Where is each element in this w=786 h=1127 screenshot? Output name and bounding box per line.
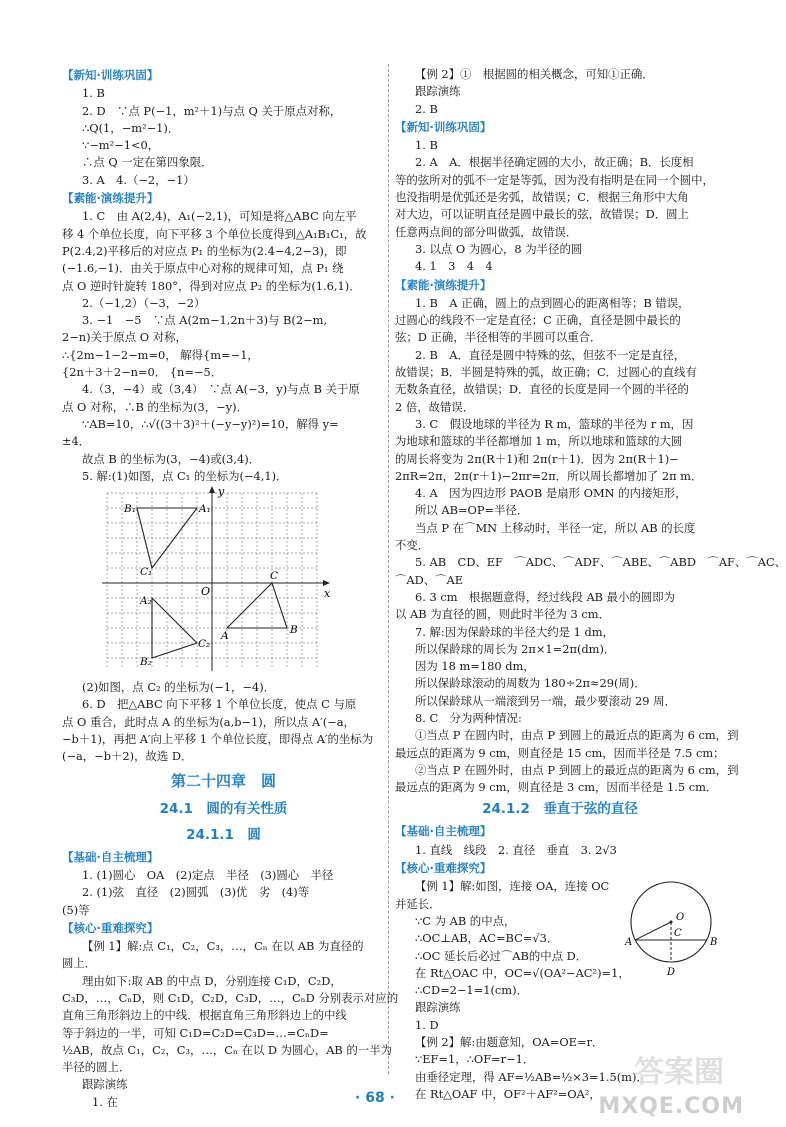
label-c1: C₁ [140,566,153,579]
page-number-value: 68 [365,1090,385,1106]
answer-line: 7. 解:因为保龄球的半径大约是 1 dm， [415,624,614,639]
answer-line: 因为 18 m=180 dm， [415,659,535,674]
label-origin: O [201,585,211,599]
answer-line: 由垂径定理，得 AF=½AB=½×3=1.5(m)． [415,1069,648,1084]
answer-line: 点 O 对称，∴B 的坐标为(3，−y)． [62,399,248,414]
answer-line: ∵AB=10，∴√((3＋3)²＋(−y−y)²)=10，解得 y= [82,416,339,431]
coordinate-grid [62,487,385,677]
answer-line: 2. B A．直径是圆中特殊的弦，但弦不一定是直径， [415,347,686,362]
answer-line: 所以保龄球滚动的周数为 180÷2π≈29(周)． [415,676,646,691]
section-label-hexin: 【核心·重难探究】 [62,920,159,935]
answer-line: 3. −1 −5 ∵点 A(2m−1,2n＋3)与 B(2−m, [82,313,328,328]
answer-line: 1. C 由 A(2,4)，A₁(−2,1)，可知是将△ABC 向左平 [82,209,357,224]
label-x: x [324,587,331,601]
answer-line: 所以 AB=OP=半径． [415,503,529,518]
answer-line: 故点 B 的坐标为(3，−4)或(3,4)． [82,451,261,466]
answer-line: 5. AB CD、EF ⌒ADC、⌒ADF、⌒ABE、⌒ABD ⌒AF、⌒AC、 [415,555,786,570]
label-c-circle: C [674,928,682,940]
label-a2: A₂ [140,595,152,608]
answer-line: (−a，−b＋2)，故选 D． [62,749,193,764]
label-d-circle: D [667,967,676,979]
answer-line: 移 4 个单位长度，向下平移 3 个单位长度得到△A₁B₁C₁，故 [62,226,367,241]
answer-line: 【例 2】① 根据圆的相关概念，可知①正确． [415,67,654,81]
answer-line: 也没指明是优弧还是劣弧，故错误；C．根据三角形中大角 [395,190,689,205]
answer-line: (2)如图，点 C₂ 的坐标为(−1，−4)． [82,680,276,695]
answer-line: 4. A 因为四边形 PAOB 是扇形 OMN 的内接矩形， [415,486,687,501]
section-label-suneng-r: 【素能·演练提升】 [395,277,492,292]
answer-line: 任意两点间的部分叫做弧，故错误． [395,224,578,239]
answer-line: 【例 2】解:由题意知，OA=OE=r． [415,1035,604,1050]
answer-list-r3 [395,295,786,797]
answer-line: 1. 在 [92,1094,118,1109]
left-column [62,66,399,1111]
subsection-title: 24.1.1 圆 [186,826,261,843]
answer-list-1 [62,85,385,189]
chapter-title: 第二十四章 圆 [170,771,276,790]
answer-line: 1. (1)圆心 OA (2)定点 半径 (3)圆心 半径 [82,867,334,882]
answer-line: 并延长． [395,896,441,911]
answer-line: 1. D [415,1017,439,1032]
answer-line: 8. C 分为两种情况: [415,710,522,725]
answer-line: 半径的圆上． [62,1060,131,1075]
center-dot [670,921,673,924]
answer-line: ∴CD=2−1=1(cm)． [415,983,528,998]
answer-line: 点 O 逆时针旋转 180°，得到对应点 P₂ 的坐标为(1.6,1)． [62,278,361,293]
answer-line: 为地球和篮球的半径都增加 1 m，所以地球和篮球的大圆 [395,434,683,449]
watermark-logo: 答案圈 [634,1055,724,1090]
answer-line: 2. D ∵点 P(−1，m²＋1)与点 Q 关于原点对称， [82,103,342,118]
answer-line: 5. 解:(1)如图，点 C₁ 的坐标为(−4,1)． [82,468,288,483]
answer-line: 所以保龄球从一端滚到另一端，最少要滚动 29 周． [415,693,676,708]
answer-line: 跟踪演练 [415,84,461,99]
answer-line: ∵C 为 AB 的中点， [415,913,516,928]
answer-line: 跟踪演练 [82,1077,128,1092]
label-a1: A₁ [199,503,211,516]
answer-line: 【例 1】解:如图，连接 OA，连接 OC [415,879,610,894]
page-number: · 68 · [355,1090,395,1106]
answer-line: 对大边，可以证明直径是圆中最长的弦，故错误；D．圆上 [395,207,689,222]
answer-line: 2.（−1,2）（−3，−2） [82,295,206,310]
right-column [395,66,786,1103]
answer-line: ①当点 P 在圆内时，由点 P 到圆上的最近点的距离为 6 cm，到 [415,728,739,743]
answer-line: 不变． [395,538,430,553]
answer-line: 3. 以点 O 为圆心，8 为半径的圆 [415,241,583,256]
answer-list-2 [62,208,385,485]
label-b1: B₁ [124,503,136,516]
answer-line: 点 O 重合，此时点 A 的坐标为(a,b−1)，所以点 A′(−a， [62,714,355,729]
answer-line: 【例 1】解:点 C₁，C₂，C₃，…，Cₙ 在以 AB 为直径的 [82,939,364,954]
label-b-circle: B [710,937,718,949]
section-label-suneng: 【素能·演练提升】 [62,191,159,206]
answer-line: 圆上． [62,956,97,971]
answer-line: 弦；D 正确，半径相等的半圆可以重合． [395,330,602,345]
answer-line: 6. D 把△ABC 向下平移 1 个单位长度，使点 C 与原 [82,697,357,712]
answer-line: ∴点 Q 一定在第四象限． [82,155,213,170]
answer-line: 1. B A 正确，圆上的点到圆心的距离相等；B 错误， [415,295,690,310]
answer-line: P(2.4,2)平移后的对应点 P₁ 的坐标为(2.4−4,2−3)，即 [62,243,347,258]
subsection-title-2: 24.1.2 垂直于弦的直径 [482,801,638,818]
answer-line: 3. A 4.（−2，−1） [82,172,195,187]
answer-line: 1. B [82,86,105,101]
answer-line: ⌒AD、⌒AE [395,572,464,587]
section-title: 24.1 圆的有关性质 [159,800,288,817]
watermark-url: MXQE.COM [598,1094,744,1119]
answer-line: 2πR=2π，2π(r＋1)−2πr=2π．所以周长都增加了 2π m． [395,468,703,483]
answer-line: ∵EF=1，∴OF=r−1． [415,1052,535,1067]
answer-line: ½AB，故点 C₁，C₂，C₃，…，Cₙ 在以 D 为圆心，AB 的一半为 [62,1042,392,1057]
answer-line: 2. B [415,101,438,116]
answer-list-4 [62,867,385,919]
circle-diagram [613,878,723,988]
answer-line: 理由如下:取 AB 的中点 D，分别连接 C₁D，C₂D， [82,973,342,988]
answer-line: 3. C 假设地球的半径为 R m，篮球的半径为 r m，因 [415,416,694,431]
answer-line: 故错误；B．半圆是特殊的弧，故正确；C．过圆心的直线有 [395,365,697,380]
section-label-hexin-r: 【核心·重难探究】 [395,861,492,876]
answer-line: 2−n)关于原点 O 对称， [62,330,187,345]
answer-line: 4.（3，−4）或（3,4） ∵点 A(−3，y)与点 B 关于原 [82,382,360,397]
answer-line: 6. 3 cm 根据题意得，经过线段 AB 最小的圆即为 [415,589,676,604]
circle-figure [613,878,723,993]
answer-line: 2. (1)弦 直径 (2)圆弧 (3)优 劣 (4)等 [82,885,310,900]
answer-list-r2 [395,137,725,275]
answer-line: 跟踪演练 [415,1000,461,1015]
label-a-circle: A [625,937,633,949]
label-b: B [290,624,298,637]
answer-line: 4. 1 3 4 4 [415,259,493,274]
answer-line: 在 Rt△OAC 中，OC=√(OA²−AC²)=1， [415,965,630,980]
section-label-xinzhi: 【新知·训练巩固】 [62,68,159,82]
label-o: O [676,912,685,924]
section-label-xinzhi-r: 【新知·训练巩固】 [395,119,492,134]
answer-line: 在 Rt△OAF 中，OF²＋AF²=OA²， [415,1086,601,1101]
answer-line: ∴OC 延长后必过⌒AB的中点 D． [415,948,588,963]
triangle-a2b2c2 [152,598,197,658]
label-a: A [221,630,229,643]
answer-list-3 [62,679,385,765]
answer-line: 直角三角形斜边上的中线．根据直角三角形斜边上的中线 [62,1008,347,1023]
answer-line: (5)等 [62,902,90,917]
answer-line: 过圆心的线段不一定是直径；C 正确，直径是圆中最长的 [395,313,681,328]
answer-line: 最远点的距离为 9 cm，则直径是 3 cm，因而半径是 1.5 cm． [395,780,718,795]
answer-line: 当点 P 在⌒MN 上移动时，半径一定，所以 AB 的长度 [415,520,696,535]
answer-line: 2 倍，故错误． [395,399,475,414]
answer-line: ②当点 P 在圆外时，由点 P 到圆上的最近点的距离为 6 cm，到 [415,762,739,777]
answer-line: 1. B [415,138,438,153]
coordinate-figure [62,487,385,677]
answer-line: 最远点的距离为 9 cm，则直径是 15 cm，因而半径是 7.5 cm； [395,745,725,760]
section-label-jichu: 【基础·自主梳理】 [62,849,159,864]
label-c: C [270,570,279,583]
answer-line: ∴OC⊥AB，AC=BC=√3． [415,931,559,946]
answer-line: 以 AB 为直径的圆，则此时半径为 3 cm． [395,607,610,622]
segment-oa [635,922,671,940]
label-c2: C₂ [198,638,211,651]
answer-line: −b＋1)，再把 A′向上平移 1 个单位长度，即得点 A′的坐标为 [62,732,374,747]
answer-line: 等的弦所对的弧不一定是等弧，因为没有指明是在同一个圆中， [395,172,714,187]
column-divider [388,64,389,1074]
answer-line: C₃D，…，CₙD，则 C₁D，C₂D，C₃D，…，CₙD 分别表示对应的 [62,990,399,1005]
y-axis-arrow [209,486,215,493]
answer-list-5 [62,938,399,1111]
section-label-jichu-r: 【基础·自主梳理】 [395,824,492,839]
answer-line: 等于斜边的一半，可知 C₁D=C₂D=C₃D=…=CₙD= [62,1025,329,1040]
answer-line: 所以保龄球的周长为 2π×1=2π(dm)． [415,641,616,656]
answer-line: ±4． [62,434,91,449]
label-b2: B₂ [140,656,152,669]
answer-line: 的周长将变为 2π(R＋1)和 2π(r＋1)．因为 2π(R＋1)− [395,451,679,466]
x-axis-arrow [323,580,330,586]
answer-list-r1 [395,66,725,118]
answer-line: ∴{2m−1−2−m=0， 解得{m=−1， [62,347,259,362]
answer-line: ∴Q(1，−m²−1)． [82,120,180,135]
answer-line: 1. 直线 线段 2. 直径 垂直 3. 2√3 [415,842,617,857]
answer-line: ∵−m²−1<0， [82,138,160,153]
answer-line: {2n＋3＋2−n=0． {n=−5． [62,365,223,380]
label-y: y [218,485,225,499]
answer-line: 2. A A．根据半径确定圆的大小，故正确；B．长度相 [415,155,694,170]
answer-line: (−1.6,−1)．由关于原点中心对称的规律可知，点 P₁ 绕 [62,261,344,276]
answer-line: 无数条直径，故错误；D．直径的长度是同一个圆的半径的 [395,382,689,397]
